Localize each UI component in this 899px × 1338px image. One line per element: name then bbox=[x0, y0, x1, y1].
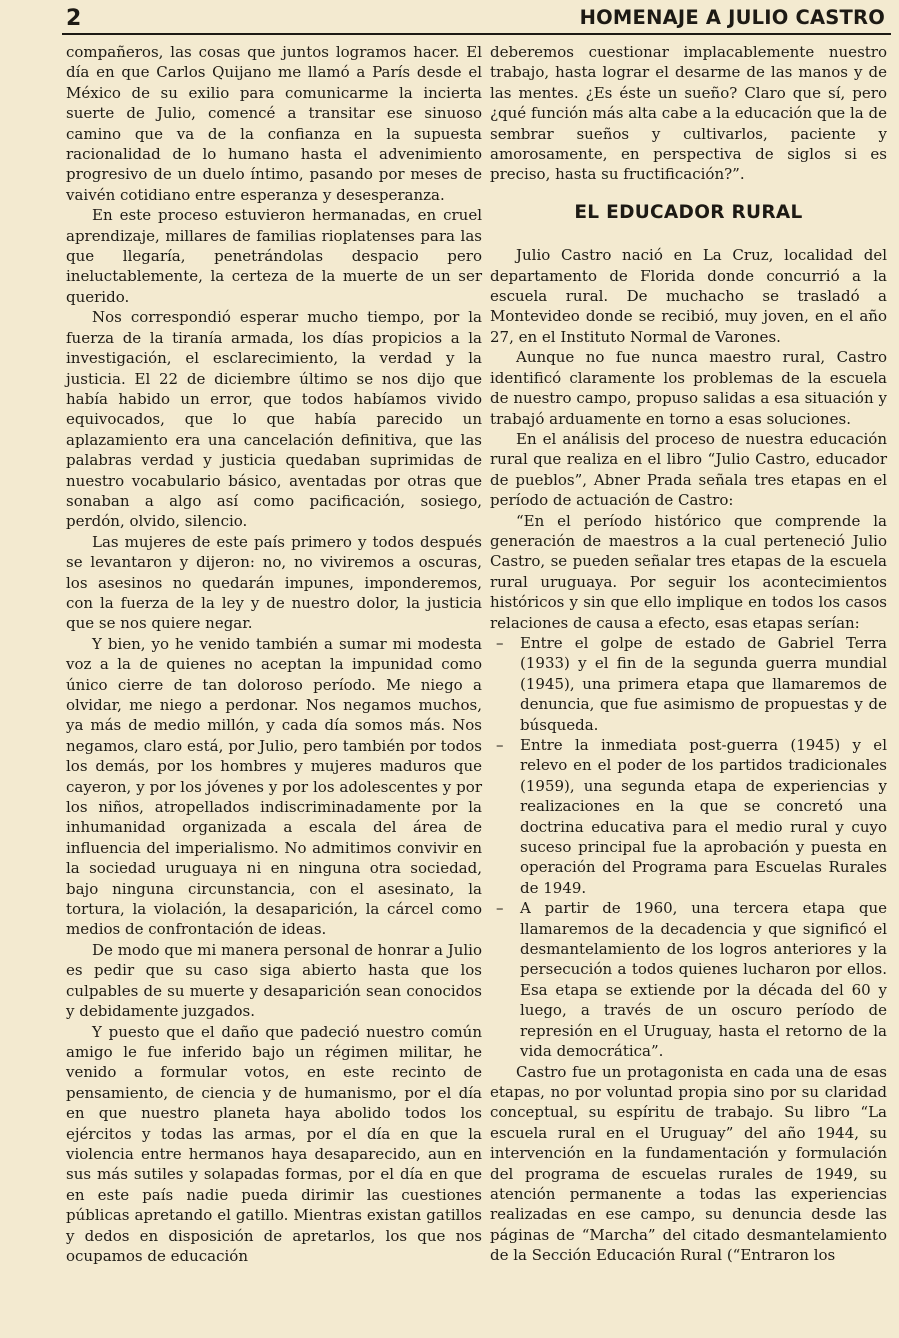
section-heading: EL EDUCADOR RURAL bbox=[574, 201, 803, 223]
stages-list bbox=[490, 633, 887, 1062]
right-paragraph-2: Aunque no fue nunca maestro rural, Castro identificó claramente los problemas de la escuela de nuestro campo, propuso salidas a esa situación y trabajó arduamente en torno a esas soluciones. bbox=[490, 348, 887, 428]
left-paragraph-5: Y bien, yo he venido también a sumar mi modesta voz a la de quienes no aceptan la impunidad como único cierre de tan doloroso período. Me niego a olvidar, me niego a perdonar. Nos negamos muchos, ya más de medio millón, y cada día somos más. Nos negamos, claro está, por Julio, pero también por todos los demás, por los hombres y mujeres maduros que cayeron, y por los jóvenes y por los adolescentes y por los niños, atropellados indiscriminadamente por la inhumanidad organizada a escala del área de influencia del imperialismo. No admitimos convivir en la sociedad uruguaya ni en ninguna otra sociedad, bajo ninguna circunstancia, con el asesinato, la tortura, la violación, la desaparición, la cárcel como medios de confrontación de ideas. bbox=[66, 634, 482, 939]
left-paragraph-6: De modo que mi manera personal de honrar a Julio es pedir que su caso siga abierto hasta que los culpables de su muerte y desaparición sean conocidos y debidamente juzgados. bbox=[66, 940, 482, 1021]
left-paragraph-4: Las mujeres de este país primero y todos después se levantaron y dijeron: no, no viviremos a oscuras, los asesinos no quedarán impunes, imponderemos, con la fuerza de la ley y de nuestro dolor, la justicia que se nos quiere negar. bbox=[66, 532, 482, 633]
stage-item-2: – Entre la inmediata post-guerra (1945) y el relevo en el poder de los partidos tradicionales (1959), una segunda etapa de experiencias y realizaciones en la que se concretó una doctrina educativa para el medio rural y cuyo suceso principal fue la aprobación y puesta en operación del Programa para Escuelas Rurales de 1949. bbox=[490, 735, 887, 898]
page-number: 2 bbox=[66, 6, 82, 31]
left-paragraph-1: compañeros, las cosas que juntos logramos hacer. El día en que Carlos Quijano me llamó a París desde el México de su exilio para comunicarme la incierta suerte de Julio, comencé a transitar ese sinuoso camino que va de la confianza en la supuesta racionalidad de lo humano hasta el advenimiento progresivo de un duelo íntimo, pasando por meses de vaivén cotidiano entre esperanza y desesperanza. bbox=[66, 43, 482, 204]
stage-item-3: – A partir de 1960, una tercera etapa que llamaremos de la decadencia y que significó el desmantelamiento de los logros anteriores y la persecución a todos quienes lucharon por ellos. Esa etapa se extiende por la década del 60 y luego, a través de un oscuro período de represión en el Uruguay, hasta el retorno de la vida democrática”. bbox=[490, 898, 887, 1061]
stage-item-1: – Entre el golpe de estado de Gabriel Terra (1933) y el fin de la segunda guerra mundial (1945), una primera etapa que llamaremos de denuncia, que fue asimismo de propuestas y de búsqueda. bbox=[490, 633, 887, 735]
left-column bbox=[66, 42, 482, 1266]
left-paragraph-2: En este proceso estuvieron hermanadas, en cruel aprendizaje, millares de familias rioplatenses para las que llegaría, penetrándolas despacio pero ineluctablemente, la certeza de la muerte de un ser querido. bbox=[66, 206, 482, 306]
left-paragraph-7: Y puesto que el daño que padeció nuestro común amigo le fue inferido bajo un régimen militar, he venido a formular votos, en este recinto de pensamiento, de ciencia y de humanismo, por el día en que nuestro planeta haya abolido todos los ejércitos y todas las armas, por el día en que la violencia entre hermanos haya desaparecido, aun en sus más sutiles y solapadas formas, por el día en que en este país nadie pueda dirimir las cuestiones públicas apretando el gatillo. Mientras existan gatillos y dedos en disposición de apretarlos, los que nos ocupamos de educación bbox=[66, 1022, 482, 1265]
right-paragraph-3: En el análisis del proceso de nuestra educación rural que realiza en el libro “Julio Castro, educador de pueblos”, Abner Prada señala tres etapas en el período de actuación de Castro: bbox=[490, 429, 887, 510]
right-column bbox=[490, 42, 887, 1266]
right-closing-paragraph: Castro fue un protagonista en cada una de esas etapas, no por voluntad propia sino por su claridad conceptual, su espíritu de trabajo. Su libro “La escuela rural en el Uruguay” del año 1944, su intervención en la fundamentación y formulación del programa de escuelas rurales de 1949, su atención permanente a todas las experiencias realizadas en ese campo, su denuncia desde las páginas de “Marcha” del citado desmantelamiento de la Sección Educación Rural (“Entraron los bbox=[490, 1062, 887, 1265]
page-header bbox=[0, 0, 899, 36]
right-paragraph-1: Julio Castro nació en La Cruz, localidad del departamento de Florida donde concurrió a la escuela rural. De muchacho se trasladó a Montevideo donde se recibió, muy joven, en el año 27, en el Instituto Normal de Varones. bbox=[490, 246, 887, 346]
running-title: HOMENAJE A JULIO CASTRO bbox=[579, 6, 885, 29]
right-intro-paragraph: deberemos cuestionar implacablemente nuestro trabajo, hasta lograr el desarme de las manos y de las mentes. ¿Es éste un sueño? Claro que sí, pero ¿qué función más alta cabe a la educación que la de sembrar sueños y cultivarlos, paciente y amorosamente, en perspectiva de siglos si es preciso, hasta su fructificación?”. bbox=[490, 43, 887, 184]
left-paragraph-3: Nos correspondió esperar mucho tiempo, por la fuerza de la tiranía armada, los días propicios a la investigación, el esclarecimiento, la verdad y la justicia. El 22 de diciembre último se nos dijo que había habido un error, que todos habíamos vivido equivocados, que lo que había parecido un aplazamiento era una cancelación definitiva, que las palabras verdad y justicia quedaban suprimidas de nuestro vocabulario básico, aventadas por otras que sonaban a algo así como pacificación, sosiego, perdón, olvido, silencio. bbox=[66, 308, 482, 531]
right-paragraph-4: “En el período histórico que comprende la generación de maestros a la cual perteneció Julio Castro, se pueden señalar tres etapas de la escuela rural uruguaya. Por seguir los acontecimientos históricos y sin que ello implique en todos los casos relaciones de causa a efecto, esas etapas serían: bbox=[490, 511, 887, 632]
header-rule bbox=[62, 33, 891, 35]
